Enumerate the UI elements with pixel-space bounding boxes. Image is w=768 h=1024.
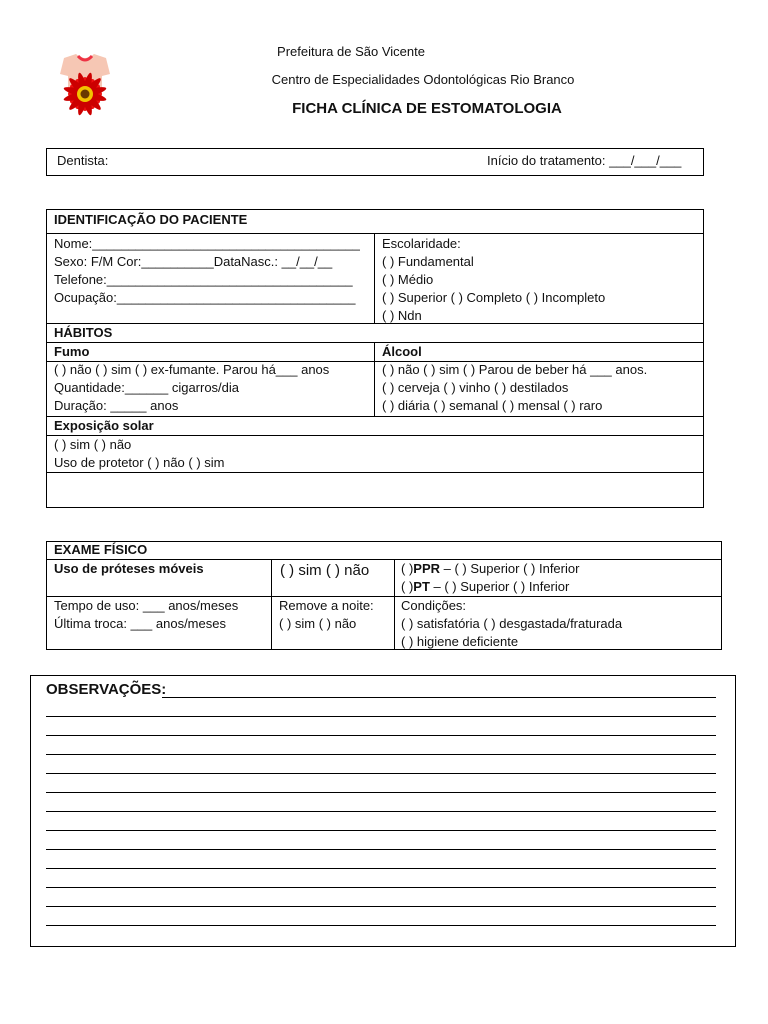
observacoes-line[interactable] (46, 868, 716, 869)
exame-title: EXAME FÍSICO (54, 542, 148, 557)
remove-noite-group (279, 597, 374, 633)
alcool-tipo[interactable]: ( ) cerveja ( ) vinho ( ) destilados (382, 380, 569, 395)
fumo-duracao[interactable]: Duração: _____ anos (54, 398, 179, 413)
escolaridade-label: Escolaridade: (382, 236, 461, 251)
header-line1: Prefeitura de São Vicente (277, 44, 425, 59)
exame-fisico-section (46, 541, 722, 650)
nome-field[interactable]: Nome:_____________________________________ (54, 236, 360, 251)
escolaridade-group (382, 235, 605, 325)
alcool-group (382, 361, 647, 415)
observacoes-line[interactable] (46, 887, 716, 888)
tempo-troca-group (54, 597, 238, 633)
pt-option[interactable]: ( )PT – ( ) Superior ( ) Inferior (401, 579, 570, 594)
tempo-uso-field[interactable]: Tempo de uso: ___ anos/meses (54, 598, 239, 613)
exposicao-group (54, 436, 225, 472)
dentista-field[interactable]: Dentista: (57, 153, 109, 168)
proteses-sim-nao[interactable]: ( ) sim ( ) não (280, 562, 370, 579)
remove-noite-label: Remove a noite: (279, 598, 374, 613)
alcool-title: Álcool (382, 344, 422, 359)
fumo-title: Fumo (54, 344, 90, 359)
habitos-title: HÁBITOS (54, 325, 113, 340)
remove-noite-options[interactable]: ( ) sim ( ) não (279, 616, 357, 631)
ultima-troca-field[interactable]: Última troca: ___ anos/meses (54, 616, 226, 631)
header-line2: Centro de Especialidades Odontológicas Rio Branco (271, 72, 575, 87)
telefone-field[interactable]: Telefone:__________________________________ (54, 272, 353, 287)
escolaridade-medio[interactable]: ( ) Médio (382, 272, 434, 287)
condicoes-opcoes[interactable]: ( ) satisfatória ( ) desgastada/fraturada (401, 616, 623, 631)
escolaridade-fundamental[interactable]: ( ) Fundamental (382, 254, 474, 269)
observacoes-line[interactable] (46, 735, 716, 736)
alcool-status[interactable]: ( ) não ( ) sim ( ) Parou de beber há ___ anos. (382, 362, 648, 377)
exposicao-title: Exposição solar (54, 418, 154, 433)
fumo-group (54, 361, 329, 415)
observacoes-line[interactable] (162, 697, 716, 698)
observacoes-line[interactable] (46, 925, 716, 926)
observacoes-line[interactable] (46, 811, 716, 812)
condicoes-group (401, 597, 622, 651)
page-title: FICHA CLÍNICA DE ESTOMATOLOGIA (292, 100, 562, 117)
identificacao-title: IDENTIFICAÇÃO DO PACIENTE (54, 212, 248, 227)
dentista-box (46, 148, 704, 176)
ppr-option[interactable]: ( )PPR – ( ) Superior ( ) Inferior (401, 561, 580, 576)
ocupacao-field[interactable]: Ocupação:_________________________________ (54, 290, 356, 305)
alcool-frequencia[interactable]: ( ) diária ( ) semanal ( ) mensal ( ) raro (382, 398, 603, 413)
proteses-label: Uso de próteses móveis (54, 561, 204, 576)
fumo-status[interactable]: ( ) não ( ) sim ( ) ex-fumante. Parou há___ anos (54, 362, 330, 377)
fumo-quantidade[interactable]: Quantidade:______ cigarros/dia (54, 380, 240, 395)
observacoes-line[interactable] (46, 830, 716, 831)
protetor-field[interactable]: Uso de protetor ( ) não ( ) sim (54, 455, 225, 470)
identificacao-left (54, 235, 360, 307)
patient-section (46, 209, 704, 508)
observacoes-line[interactable] (46, 792, 716, 793)
observacoes-line[interactable] (46, 716, 716, 717)
observacoes-line[interactable] (46, 773, 716, 774)
observacoes-label: OBSERVAÇÕES: (46, 681, 167, 698)
condicoes-higiene[interactable]: ( ) higiene deficiente (401, 634, 519, 649)
condicoes-label: Condições: (401, 598, 467, 613)
escolaridade-ndn[interactable]: ( ) Ndn (382, 308, 422, 323)
sexo-cor-datanasc-field[interactable]: Sexo: F/M Cor:__________DataNasc.: __/__/__ (54, 254, 333, 269)
observacoes-line[interactable] (46, 849, 716, 850)
inicio-tratamento-field[interactable]: Início do tratamento: ___/___/___ (487, 153, 682, 168)
exposicao-sim-nao[interactable]: ( ) sim ( ) não (54, 437, 132, 452)
escolaridade-superior[interactable]: ( ) Superior ( ) Completo ( ) Incompleto (382, 290, 606, 305)
observacoes-line[interactable] (46, 754, 716, 755)
observacoes-line[interactable] (46, 906, 716, 907)
